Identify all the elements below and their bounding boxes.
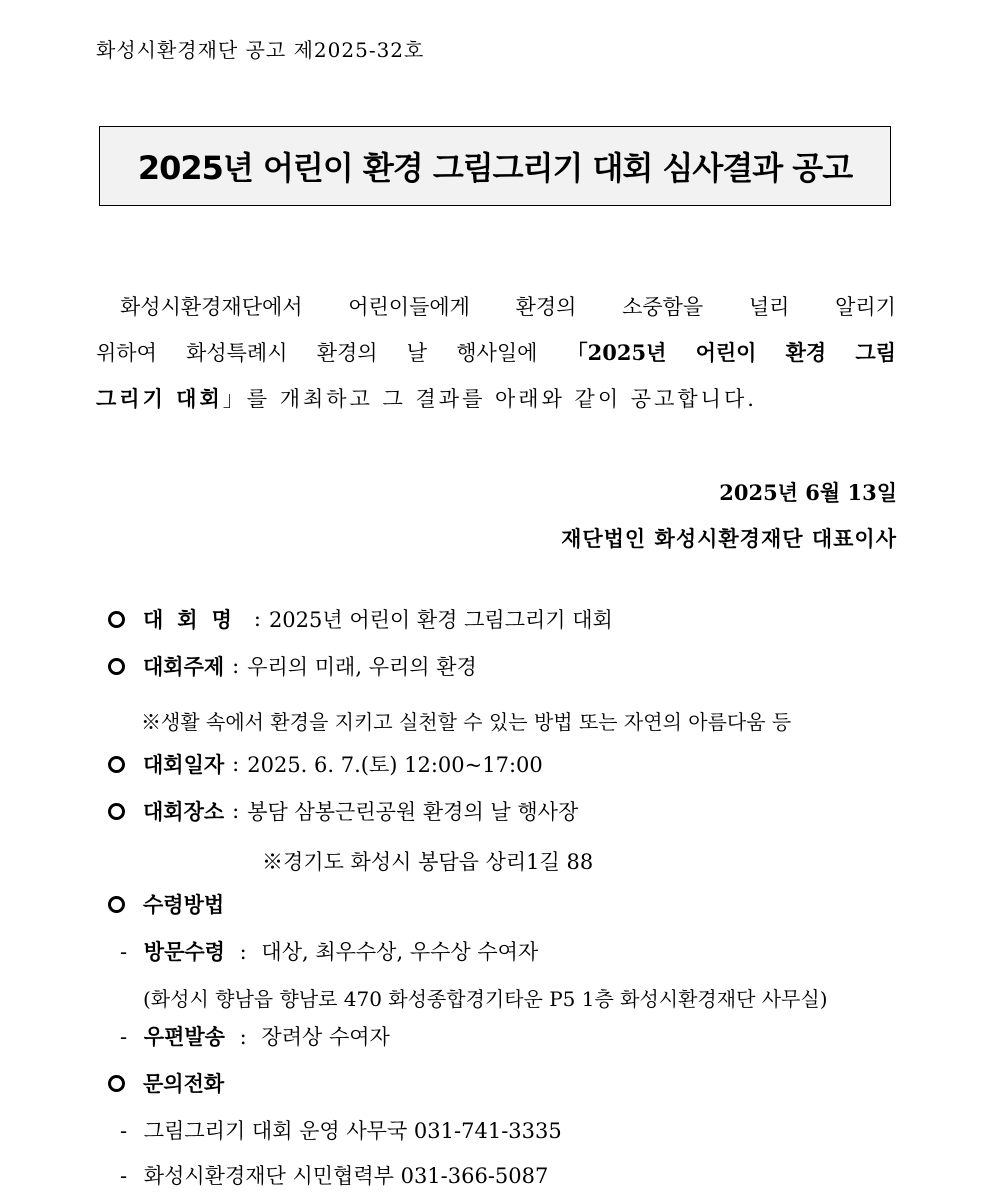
circle-bullet-icon (108, 756, 125, 773)
colon: : (253, 607, 261, 631)
intro-word: 날 (406, 341, 428, 365)
notice-number: 화성시환경재단 공고 제2025-32호 (96, 38, 425, 62)
intro-paragraph (96, 284, 896, 422)
dash: - (120, 1164, 128, 1188)
intro-word: 환경의 (515, 295, 577, 319)
visit-note: (화성시 향남읍 향남로 470 화성종합경기타운 P5 1층 화성시환경재단 사무실) (143, 987, 828, 1011)
item-label: 문의전화 (143, 1071, 225, 1096)
intro-event-word: 「2025년 (566, 340, 667, 365)
item-label: 대회일자 (143, 752, 225, 777)
receive-visit (120, 936, 538, 966)
item-value: 2025년 어린이 환경 그림그리기 대회 (268, 608, 613, 632)
sub-value: 장려상 수여자 (261, 1025, 390, 1049)
intro-word: 환경의 (316, 341, 378, 365)
item-value: 우리의 미래, 우리의 환경 (247, 655, 477, 679)
colon: : (232, 799, 240, 823)
intro-word: 어린이들에게 (348, 295, 470, 319)
issuer: 재단법인 화성시환경재단 대표이사 (561, 526, 897, 551)
intro-word: 소중함을 (622, 295, 704, 319)
circle-bullet-icon (108, 611, 125, 628)
intro-event-tail: 그리기 대회 (96, 386, 223, 411)
circle-bullet-icon (108, 896, 125, 913)
item-theme (108, 651, 477, 681)
intro-event-word: 그림 (855, 340, 896, 365)
intro-word: 화성특례시 (186, 341, 288, 365)
intro-word: 알리기 (835, 295, 896, 319)
receive-mail (120, 1021, 390, 1051)
item-label: 대회주제 (143, 654, 225, 679)
colon: : (232, 752, 240, 776)
intro-event-word: 환경 (785, 340, 827, 365)
intro-word: 널리 (748, 295, 790, 319)
item-date (108, 749, 543, 779)
contact-line (120, 1115, 562, 1145)
circle-bullet-icon (108, 1075, 125, 1092)
contact-line (120, 1160, 548, 1190)
colon: : (239, 1025, 247, 1049)
item-label: 대회명 (143, 607, 246, 632)
title-box (99, 126, 891, 206)
item-place (108, 796, 578, 826)
intro-line-1 (96, 284, 896, 330)
colon: : (239, 940, 247, 964)
contact-value: 화성시환경재단 시민협력부 031-366-5087 (143, 1164, 549, 1188)
intro-rest: 」를 개최하고 그 결과를 아래와 같이 공고합니다. (222, 387, 757, 411)
intro-word: 위하여 (96, 341, 157, 365)
dash: - (120, 1025, 128, 1049)
sub-value: 대상, 최우수상, 우수상 수여자 (261, 940, 539, 964)
colon: : (232, 654, 240, 678)
intro-line-3 (96, 376, 896, 422)
page-title: 2025년 어린이 환경 그림그리기 대회 심사결과 공고 (137, 149, 853, 187)
item-label: 대회장소 (143, 799, 225, 824)
theme-note: ※생활 속에서 환경을 지키고 실천할 수 있는 방법 또는 자연의 아름다움 등 (141, 710, 792, 734)
sub-label: 방문수령 (143, 939, 225, 964)
notice-date: 2025년 6월 13일 (719, 480, 897, 505)
item-name (108, 604, 613, 634)
item-value: 2025. 6. 7.(토) 12:00~17:00 (247, 753, 543, 777)
dash: - (120, 940, 128, 964)
item-contact (108, 1068, 224, 1098)
item-label: 수령방법 (143, 892, 225, 917)
intro-event-word: 어린이 (695, 340, 757, 365)
intro-line-2 (96, 330, 896, 376)
place-note: ※경기도 화성시 봉담읍 상리1길 88 (262, 850, 594, 874)
item-value: 봉담 삼봉근린공원 환경의 날 행사장 (247, 800, 579, 824)
dash: - (120, 1119, 128, 1143)
contact-value: 그림그리기 대회 운영 사무국 031-741-3335 (143, 1119, 562, 1143)
circle-bullet-icon (108, 803, 125, 820)
sub-label: 우편발송 (143, 1024, 225, 1049)
intro-word: 행사일에 (456, 341, 538, 365)
item-receive (108, 889, 224, 919)
circle-bullet-icon (108, 658, 125, 675)
intro-word: 화성시환경재단에서 (120, 295, 303, 319)
